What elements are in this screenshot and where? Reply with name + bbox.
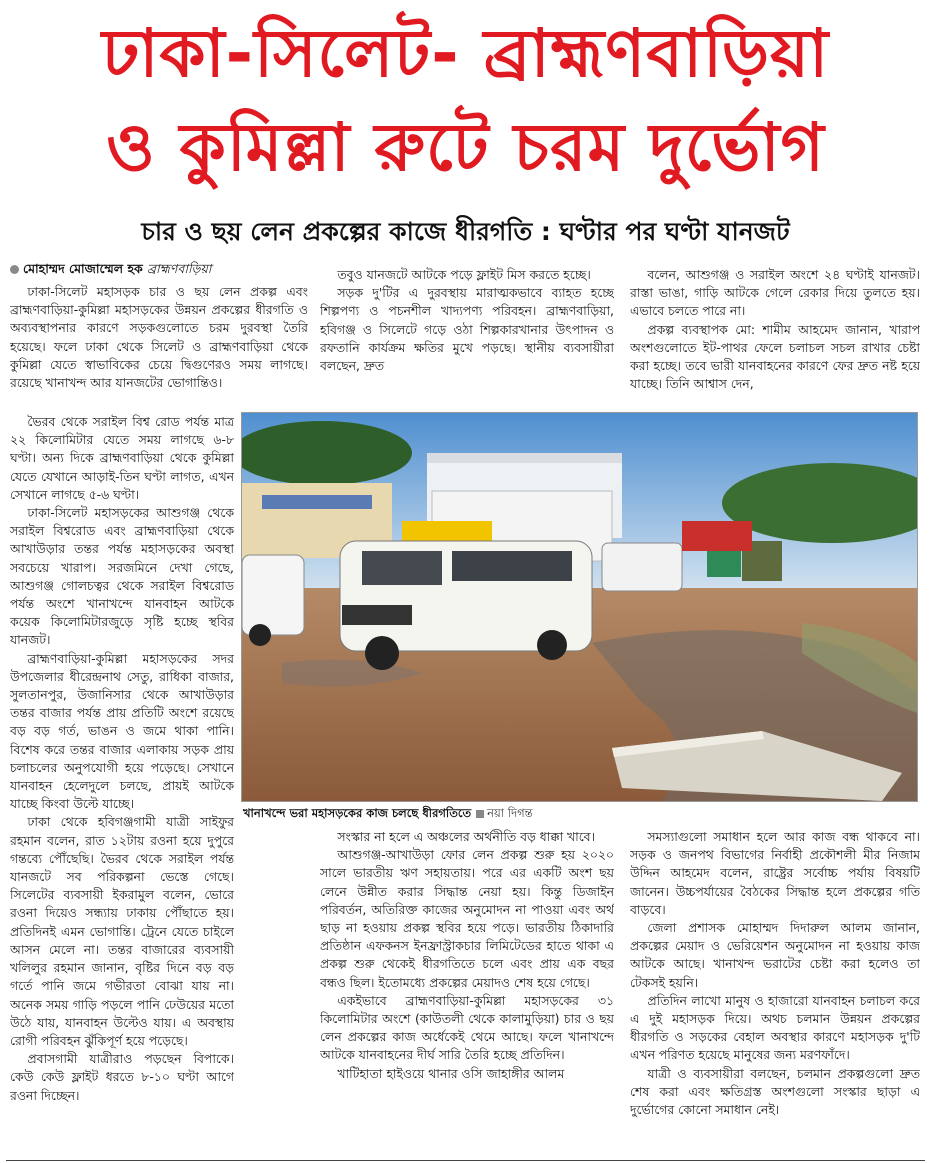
news-photo	[241, 412, 918, 802]
paragraph: জেলা প্রশাসক মোহাম্মদ দিদারুল আলম জানান, প্রকল্পের মেয়াদ ও ভেরিয়েশন অনুমোদন না হওয়ায় কাজ আটকে আছে। খানাখন্দ ভরাটের চেষ্টা করা হলেও তা টেকসই হয়নি।	[630, 920, 920, 990]
paragraph: সমস্যাগুলো সমাধান হলে আর কাজ বন্ধ থাকবে না। সড়ক ও জনপথ বিভাগের নির্বাহী প্রকৌশলী মীর নিজাম উদ্দিন আহমেদ বলেন, রাষ্ট্রের সর্বোচ্চ পর্যায় বিষয়টি জানেন। উচ্চপর্যায়ের বৈঠকের সিদ্ধান্ত হলে প্রকল্পের গতি বাড়বে।	[630, 829, 920, 917]
paragraph: ঢাকা থেকে হবিগঞ্জগামী যাত্রী সাইফুর রহমান বলেন, রাত ১২টায় রওনা হয়ে দুপুরে গন্তব্যে পৌঁছেছি। ভৈরব থেকে সরাইল পর্যন্ত যানজটে সব পরিকল্পনা ভেস্তে গেছে। সিলেটের ব্যবসায়ী ইকরামুল বলেন, ভোরে রওনা দিয়েও সন্ধ্যায় ঢাকায় পৌঁছাতে হয়। প্রতিদিনই এমন ভোগান্তি। ট্রেনে যেতে চাইলে আসন মেলে না। তন্তর বাজারের ব্যবসায়ী খলিলুর রহমান জানান, বৃষ্টির দিনে বড় বড় গর্তে পানি জমে গভীরতা বোঝা যায় না। অনেক সময় গাড়ি পড়লে পানি ঢেউয়ের মতো উঠে যায়, যানবাহন উল্টেও যায়। এ অবস্থায় রোগী পরিবহন ঝুঁকিপূর্ণ হয়ে পড়েছে।	[10, 814, 234, 1048]
column-left-top	[10, 283, 308, 411]
headline-line-2: ও কুমিল্লা রুটে চরম দুর্ভোগ	[106, 109, 825, 186]
paragraph: ভৈরব থেকে সরাইল বিশ্ব রোড পর্যন্ত মাত্র ২২ কিলোমিটার যেতে সময় লাগছে ৬-৮ ঘণ্টা। অন্য দিকে ব্রাহ্মণবাড়িয়া থেকে কুমিল্লা যেতে যেখানে আড়াই-তিন ঘণ্টা লাগত, এখন সেখানে লাগছে ৫-৬ ঘণ্টা।	[10, 414, 234, 502]
paragraph: আশুগঞ্জ-আখাউড়া ফোর লেন প্রকল্প শুরু হয় ২০২০ সালে ভারতীয় ঋণ সহায়তায়। পরে এর একটি অংশ ছয় লেনে উন্নীত করার সিদ্ধান্ত নেয়া হয়। কিন্তু ডিজাইন পরিবর্তন, অতিরিক্ত কাজের অনুমোদন না পাওয়া এবং অর্থ ছাড় না হওয়ায় প্রকল্প স্থবির হয়ে পড়ে। ভারতীয় ঠিকাদারি প্রতিষ্ঠান এফকনস ইনফ্রাস্ট্রাকচার লিমিটেডের হাতে থাকা এ প্রকল্প শুরু থেকেই ধীরগতিতে চলে এবং প্রায় এক বছর বন্ধও ছিল। ইতোমধ্যে প্রকল্পের মেয়াদও শেষ হয়ে গেছে।	[320, 847, 614, 990]
paragraph: একইভাবে ব্রাহ্মণবাড়িয়া-কুমিল্লা মহাসড়কের ৩১ কিলোমিটার অংশে (কাউতলী থেকে কালামুড়িয়া) চার ও ছয় লেন প্রকল্পের কাজ অর্ধেকেই থেমে আছে। ফলে খানাখন্দে আটকে যানবাহনের দীর্ঘ সারি তৈরি হচ্ছে প্রতিদিন।	[320, 992, 614, 1063]
paragraph: প্রবাসগামী যাত্রীরাও পড়ছেন বিপাকে। কেউ কেউ ফ্লাইট ধরতে ৮-১০ ঘণ্টা আগে রওনা দিচ্ছেন।	[10, 1051, 234, 1103]
bottom-rule	[6, 1160, 925, 1161]
column-middle-bottom	[320, 828, 614, 1154]
byline	[10, 259, 310, 279]
paragraph: ব্রাহ্মণবাড়িয়া-কুমিল্লা মহাসড়কের সদর উপজেলার ধীরেন্দ্রনাথ সেতু, রাধিকা বাজার, সুলতানপুর, উজানিসার থেকে আখাউড়ার তন্তর বাজার পর্যন্ত প্রায় প্রতিটি অংশে রয়েছে বড় বড় গর্ত, ভাঙন ও জমে থাকা পানি। বিশেষ করে তন্তর বাজার এলাকায় সড়ক প্রায় চলাচলের অনুপযোগী হয়ে পড়েছে। সেখানে যানবাহন হেলেদুলে চলছে, প্রায়ই আটকে যাচ্ছে কিংবা উল্টে যাচ্ছে।	[10, 650, 234, 812]
caption-square-icon	[476, 810, 484, 818]
paragraph: খাটিহাতা হাইওয়ে থানার ওসি জাহাঙ্গীর আলম	[337, 1065, 565, 1081]
paragraph: তবুও যানজটে আটকে পড়ে ফ্লাইট মিস করতে হচ্ছে।	[337, 267, 591, 282]
paragraph: প্রকল্প ব্যবস্থাপক মো: শামীম আহমেদ জানান, খারাপ অংশগুলোতে ইট-পাথর ফেলে চলাচল সচল রাখার চেষ্টা করা হচ্ছে। তবে ভারী যানবাহনের কারণে ফের দ্রুত নষ্ট হয়ে যাচ্ছে। তিনি আশ্বাস দেন,	[630, 321, 920, 392]
subheadline: চার ও ছয় লেন প্রকল্পের কাজে ধীরগতি : ঘণ্টার পর ঘণ্টা যানজট	[141, 217, 790, 246]
column-left-narrow	[10, 413, 234, 1149]
photo-caption: খানাখন্দে ভরা মহাসড়কের কাজ চলছে ধীরগতিতে	[243, 806, 472, 820]
column-right-top	[630, 266, 920, 410]
photo-road-scene	[242, 413, 917, 801]
paragraph: ঢাকা-সিলেট মহাসড়কের আশুগঞ্জ থেকে সরাইল বিশ্বরোড এবং ব্রাহ্মণবাড়িয়া থেকে আখাউড়ার তন্তর পর্যন্ত মহাসড়কের অবস্থা সবচেয়ে খারাপ। সরজমিনে দেখা গেছে, আশুগঞ্জ গোলচত্বর থেকে সরাইল বিশ্বরোড পর্যন্ত অংশে খানাখন্দে যানবাহন আটকে কয়েক কিলোমিটারজুড়ে সৃষ্টি হচ্ছে স্থবির যানজট।	[10, 505, 234, 648]
photo-source: নয়া দিগন্ত	[487, 806, 533, 820]
byline-bullet-icon	[10, 265, 19, 274]
paragraph: প্রতিদিন লাখো মানুষ ও হাজারো যানবাহন চলাচল করে এ দুই মহাসড়ক দিয়ে। অথচ চলমান উন্নয়ন প্রকল্পের ধীরগতি ও সড়কের বেহাল অবস্থার কারণে মহাসড়ক দু'টি এখন পরিণত হয়েছে মানুষের জন্য মরণফাঁদে।	[630, 992, 920, 1063]
headline-line-1: ঢাকা-সিলেট- ব্রাহ্মণবাড়িয়া	[101, 15, 830, 92]
paragraph: সংস্কার না হলে এ অঞ্চলের অর্থনীতি বড় ধাক্কা খাবে।	[337, 829, 596, 844]
paragraph: সড়ক দু'টির এ দুরবস্থায় মারাত্মকভাবে ব্যাহত হচ্ছে শিল্পপণ্য ও পচনশীল খাদ্যপণ্য পরিবহন। ব্রাহ্মণবাড়িয়া, হবিগঞ্জ ও সিলেটে গড়ে ওঠা শিল্পকারখানার উৎপাদন ও রফতানি কার্যক্রম ক্ষতির মুখে পড়ছে। স্থানীয় ব্যবসায়ীরা বলছেন, দ্রুত	[320, 285, 614, 374]
paragraph: ঢাকা-সিলেট মহাসড়ক চার ও ছয় লেন প্রকল্প এবং ব্রাহ্মণবাড়িয়া-কুমিল্লা মহাসড়কের উন্নয়ন প্রকল্পের ধীরগতি ও অব্যবস্থাপনার কারণে সড়কগুলোতে চরম দুরবস্থা তৈরি হয়েছে। ফলে ঢাকা থেকে সিলেট ও ব্রাহ্মণবাড়িয়া থেকে কুমিল্লা যেতে স্বাভাবিকের চেয়ে দ্বিগুণেরও সময় লাগছে। রয়েছে খানাখন্দ আর যানজটের ভোগান্তিও।	[10, 284, 308, 391]
photo-caption-row	[243, 804, 533, 822]
byline-author: মোহাম্মদ মোজাম্মেল হক	[23, 261, 143, 276]
byline-location: ব্রাহ্মণবাড়িয়া	[147, 261, 212, 276]
column-right-bottom	[630, 828, 920, 1154]
paragraph: বলেন, আশুগঞ্জ ও সরাইল অংশে ২৪ ঘণ্টাই যানজট। রাস্তা ভাঙা, গাড়ি আটকে গেলে রেকার দিয়ে তুলতে হয়। এভাবে চলতে পারে না।	[630, 267, 920, 319]
paragraph: যাত্রী ও ব্যবসায়ীরা বলছেন, চলমান প্রকল্পগুলো দ্রুত শেষ করা এবং ক্ষতিগ্রস্ত অংশগুলো সংস্কার ছাড়া এ দুর্ভোগের কোনো সমাধান নেই।	[630, 1065, 920, 1118]
column-middle-top	[320, 266, 614, 410]
